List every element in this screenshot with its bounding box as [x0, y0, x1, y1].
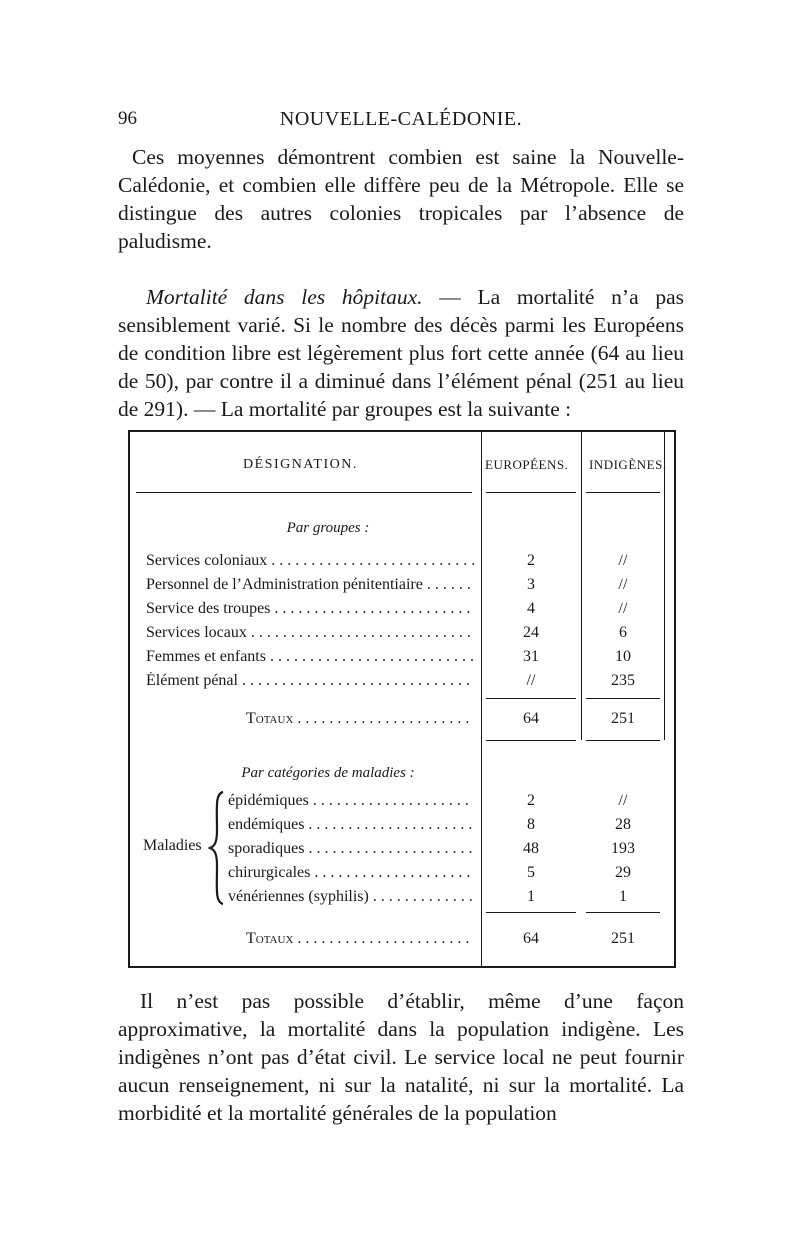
paragraph-intro: Ces moyennes démontrent combien est saine la Nouvelle-Calédonie, et combien elle diffère peu de la Métropole. Elle se distingue des autres colonies tropicales par l’absence de paludisme.: [118, 145, 684, 253]
running-header: [118, 108, 684, 138]
header-rule: [136, 492, 472, 493]
cell-indigenes: 235: [611, 672, 635, 689]
table-row: [0, 648, 800, 670]
cell-europeens: 1: [527, 888, 535, 905]
cell-europeens: 5: [527, 864, 535, 881]
cell-europeens: 31: [523, 648, 539, 665]
cell-indigenes: 193: [611, 840, 635, 857]
table-row: [0, 864, 800, 886]
total-europeens: 64: [523, 710, 539, 727]
total-europeens: 64: [523, 930, 539, 947]
cell-europeens: 8: [527, 816, 535, 833]
row-label: épidémiques . . .: [228, 792, 474, 810]
group-label-maladies: Maladies: [143, 837, 202, 854]
table-row: [0, 672, 800, 694]
header-rule: [586, 492, 660, 493]
header-rule: [486, 492, 576, 493]
subtotal-rule: [586, 698, 660, 699]
table-total-row: [0, 710, 800, 732]
cell-europeens: 3: [527, 576, 535, 593]
row-label: chirurgicales . . .: [228, 864, 474, 882]
paragraph-mortalite: [118, 283, 684, 423]
cell-indigenes: 1: [619, 888, 627, 905]
total-label: Totaux . . .: [246, 710, 474, 728]
cell-indigenes: 6: [619, 624, 627, 641]
cell-indigenes: //: [618, 552, 628, 569]
table-row: [0, 840, 800, 862]
cell-europeens: 4: [527, 600, 535, 617]
total-indigenes: 251: [611, 710, 635, 727]
section-title-groups: Par groupes :: [286, 520, 370, 536]
table-total-row: [0, 930, 800, 952]
table-row: [0, 600, 800, 622]
paragraph-indigenes: Il n’est pas possible d’établir, même d’une façon approximative, la mortalité dans la population indigène. Les indigènes n’ont pas d’état civil. Le service local ne peut fournir aucun renseignement, ni sur la natalité, ni sur la mortalité. La morbidité et la mortalité générales de la population: [118, 989, 684, 1125]
subtotal-rule: [586, 912, 660, 913]
header-designation: DÉSIGNATION.: [243, 457, 358, 472]
running-title: NOUVELLE-CALÉDONIE.: [279, 108, 523, 130]
row-label: Femmes et enfants . . .: [146, 648, 474, 666]
row-label: Service des troupes . . .: [146, 600, 474, 618]
table-row: [0, 552, 800, 574]
subtotal-rule: [486, 698, 576, 699]
table-row: [0, 888, 800, 910]
row-label: Services locaux . . .: [146, 624, 474, 642]
row-label: endémiques . . .: [228, 816, 474, 834]
cell-europeens: 2: [527, 552, 535, 569]
cell-indigenes: 10: [615, 648, 631, 665]
row-label: vénériennes (syphilis) . . .: [228, 888, 474, 906]
cell-europeens: 48: [523, 840, 539, 857]
cell-europeens: //: [526, 672, 536, 689]
cell-indigenes: //: [618, 600, 628, 617]
cell-europeens: 24: [523, 624, 539, 641]
total-indigenes: 251: [611, 930, 635, 947]
cell-europeens: 2: [527, 792, 535, 809]
row-label: Élément pénal . . .: [146, 672, 474, 690]
page-number: 96: [118, 108, 137, 129]
table-row: [0, 576, 800, 598]
table-row: [0, 816, 800, 838]
row-label: Services coloniaux . . .: [146, 552, 474, 570]
table-row: [0, 624, 800, 646]
subtotal-rule: [486, 912, 576, 913]
table-row: [0, 792, 800, 814]
cell-indigenes: 29: [615, 864, 631, 881]
cell-indigenes: 28: [615, 816, 631, 833]
section-rule: [586, 740, 660, 741]
section-rule: [486, 740, 576, 741]
cell-indigenes: //: [618, 792, 628, 809]
paragraph-lead: Mortalité dans les hôpitaux.: [146, 285, 423, 309]
row-label: sporadiques . . .: [228, 840, 474, 858]
cell-indigenes: //: [618, 576, 628, 593]
paragraph-body: — La mortalité n’a pas sensiblement varié. Si le nombre des décès parmi les Européens de condition libre est légèrement plus fort cette année (64 au lieu de 50), par contre il a diminué dans l’élément pénal (251 au lieu de 291). — La mortalité par groupes est la suivante :: [118, 285, 685, 421]
header-indigenes: INDIGÈNES.: [589, 457, 667, 472]
row-label: Personnel de l’Administration pénitentiaire . . .: [146, 576, 474, 594]
section-title-maladies: Par catégories de maladies :: [241, 765, 415, 781]
total-label: Totaux . . .: [246, 930, 474, 948]
header-europeens: EUROPÉENS.: [485, 457, 569, 472]
